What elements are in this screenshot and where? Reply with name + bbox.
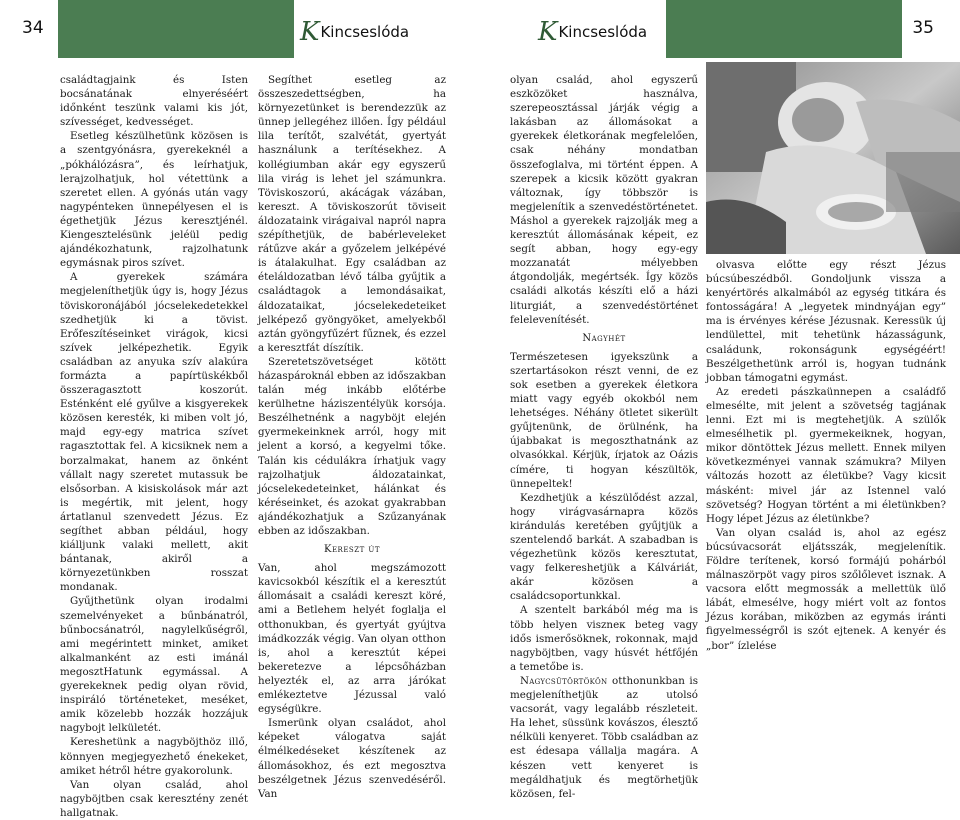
left-page-header	[0, 0, 478, 58]
paragraph: olvasva előtte egy részt Jézus búcsúbeszédből. Gondoljunk vissza a kenyértörés alkalmából az egység titkára és fontosságára! A „legyetek mindnyájan egy” ma is érvényes kérése Jézusnak. Keressük új lendülettel, mit tehetünk házasságunk, családunk, rokonságunk egységéért! Beszélgethetünk arról is, hogyan tudnánk jobban támogatni egymást.	[706, 259, 946, 384]
paragraph: A szentelt barkából még ma is több helyen viszneк beteg vagy idős ismerősöknek, rokonnak, majd nagyböjtben, vagy húsvét hétfőjén a temetőbe is.	[510, 604, 698, 673]
inline-heading: Nagycsütörtökön	[520, 674, 608, 687]
paragraph: Gyűjthetünk olyan irodalmi szemelvényeket a bűnbánatról, bűnbocsánatról, nagylelkűségről, ami megérintett minket, amiket alkalmanként az esti imánál megosztHatunk egymással. A gyerekeknek pedig olyan rövid, inspiráló történeteket, meséket, amik közelebb hozzák hozzájuk nagybojt lelkületét.	[60, 595, 248, 735]
paragraph: Szeretetszövetséget kötött házaspároknál ebben az időszakban talán még inkább előtérbe kerülhetne háziszentélyük korsója. Beszélhetnénk a nagyböjt elején gyermekeinknek arról, hogy mit jelent a korsó, a kegyelmi tőke. Talán kis cédulákra írhatjuk vagy rajzolhatjuk áldozatainkat, jócselekedeteinket, hálánkat és kéréseinket, és azokat gyakrabban ajándékozhatjuk a Szűzanyának ebben az időszakban.	[258, 355, 446, 537]
paragraph: Természetesen igyekszünk a szertartásokon részt venni, de ez sok esetben a gyerekek életkora miatt vagy egyéb okokból nem lehetséges. Néhány ötletet sikerült gyűjtenünk, de örülnénk, ha újabbakat is megoszthatnánk az olvasókkal. Kérjük, írjatok az Oázis címére, ti hogyan készültök, ünnepeltek!	[510, 350, 698, 490]
brand-logo-k: K	[300, 17, 320, 47]
paragraph: családtagjaink és Isten bocsánatának elnyeréséért időnként teszünk valami kis jót, szívességet, kedvességet.	[60, 74, 248, 129]
left-brand-text: Kincseslóda	[320, 23, 410, 41]
right-page-number: 35	[912, 18, 934, 38]
paragraph: Az eredeti pászkaünnepen a családfő elmesélte, mit jelent a szövetség tagjának lenni. Ezt mi is megtehetjük. A szülők elmesélhetik pl. gyermekeiknek, hogyan, mikor döntöttek Jézus mellett. Ennek milyen következményei vannak számukra? Milyen változás hozott az életükbe? Vagy kicsit másként: mivel jár az Istennel való szövetség? Hogyan történt a mi életünkben? Hogy lépet Jézus az életünkbe?	[706, 385, 946, 525]
paragraph: Kereshetünk a nagyböjthöz illő, könnyen megjegyezhető énekeket, amiket hétről hétre gyakorolunk.	[60, 736, 248, 777]
right-page-header	[482, 0, 960, 58]
paragraph	[510, 674, 698, 801]
text-column-2	[258, 73, 446, 801]
paragraph: Esetleg készülhetünk közösen is a szentgyónásra, gyerekeknél a „pókhálózásra”, és leírhatjuk, lerajzolhatjuk, hol vétettünk a szeretet ellen. A gyónás után vagy nagypénteken ünnepélyesen el is égethetjük Jézus keresztjénél. Kiengesztelésünk jeléül pedig ajándékozhatunk, rajzolhatunk egymásnak piros szívet.	[60, 130, 248, 270]
section-heading: Kereszt út	[323, 544, 381, 556]
section-heading: Nagyhét	[582, 332, 626, 344]
text-column-1	[60, 73, 248, 820]
photo-image	[706, 62, 960, 254]
paragraph: A gyerekek számára megjeleníthetjük úgy is, hogy Jézus töviskoronájából jócselekedetekkel szedhetjük ki a tövist. Erőfeszítéseinket virágok, kicsi szívek jelképezhetik. Egyik családban az anyuka szív alakúra formázta a papírtüskékből összeragasztott koszorút. Esténként elé gyűlve a kisgyerekek közösen keresték, ki miben volt jó, majd egy-egy matrica szívet ragasztottak fel. A kicsiknek nem a borzalmakat, hanem az önként vállalt nagy szeretet mutassuk be elsősorban. A kisiskolások már azt is megértik, mit jelent, hogy ártatlanul szenvedett Jézus. Ez segíthet abban például, hogy kiálljunk valaki mellett, akit bántanak, akiről a környezetünkben rosszat mondanak.	[60, 271, 248, 594]
paragraph: Van olyan család, ahol nagyböjtben csak keresztény zenét hallgatnak.	[60, 778, 248, 819]
paragraph-text: otthonunkban is megjeleníthetjük az utolsó vacsorát, vagy legalább részleteit. Ha lehet, süssünk kovászos, élesztő nélküli kenyeret. Több családban az est édesapa vállalja magára. A készen vett kenyeret is megáldhatjuk és megtörhetjük közösen, fel-	[510, 674, 698, 800]
brand-logo-k: K	[538, 17, 558, 47]
text-column-3	[510, 73, 698, 801]
foot-washing-photo	[706, 62, 960, 254]
paragraph: Kezdhetjük a készülődést azzal, hogy virágvasárnapra közös kirándulás keretében gyűjtjük a szentelendő barkát. A szabadban is végezhetünk közös keresztutat, vagy felkereshetjük a Kálváriát, akár közösen a családcsoportunkkal.	[510, 491, 698, 603]
paragraph: Van, ahol megszámozott kavicsokból készítik el a keresztút állomásait a családi kereszt köré, ami a Betlehem helyét foglalja el otthonukban, és gyertyát gyújtva imádkozzák végig. Van olyan otthon is, ahol a keresztút képei bekeretezve a lépcsőházban helyezték el, az arra járókat emlékeztetve Jézussal való egységükre.	[258, 562, 446, 716]
paragraph: Van olyan család is, ahol az egész búcsúvacsorát eljátsszák, megjelenítik. Földre terítenek, korsó formájú pohárból málnaszörpöt vagy piros szőlőlevet isznak. A vacsora előtt megmossák a mellettük ülő lábát, elmesélve, hogy miért volt az fontos Jézus korában, miközben az egymás iránti figyelmességről is szót ejtenek. A kenyér és „bor” ízlelése	[706, 526, 946, 652]
left-page-number: 34	[22, 18, 44, 38]
left-brand-title	[300, 14, 410, 47]
paragraph: Segíthet esetleg az összeszedettségben, ha környezetünket is berendezzük az ünnep jellegéhez illően. Így például lila terítőt, szalvétát, gyertyát használunk a terítésekhez. A kollégiumban akár egy egyszerű lila virág is lehet jel számunkra. Töviskoszorú, akácágak vázában, kereszt. A töviskoszorút töviseit áldozataink virágaival napról napra szépíthetjük, de babérleveleket rátűzve akár a győzelem jelképévé is átalakulhat. Egy családban az ételáldozatban lévő tálba gyűjtik a családtagok a lemondásaikat, áldozataikat, jócselekedeteiket jelképező gyöngyöket, amelyekből aztán gyöngyfűzért fűznek, és ezzel a keresztfát díszítik.	[258, 74, 446, 354]
text-column-4	[706, 258, 946, 653]
paragraph: Ismerünk olyan családot, ahol képeket válogatva saját élmélkedéseket készítenek az állomásokhoz, és ezt megosztva beszélgetnek Jézus szenvedéséről. Van	[258, 717, 446, 800]
right-brand-text: Kincseslóda	[558, 23, 648, 41]
paragraph: olyan család, ahol egyszerű eszközöket használva, szerepeosztással járják végig a lakásban az állomásokat a gyerekek életkorának megfelelően, csak néhány mondatban összefoglalva, mi történt éppen. A szerepek a kicsik között gyakran változnak, így többször is megjelenítik a szenvedéstörténetet. Máshol a gyerekek rajzolják meg a keresztút állomásának képeit, ez segít abban, hogy egy-egy mozzanatát mélyebben átgondolják, megértsék. Így közös családi alkotás készíti elő a házi liturgiát, a szenvedéstörténet felelevenítését.	[510, 74, 698, 326]
right-brand-title	[538, 14, 648, 47]
